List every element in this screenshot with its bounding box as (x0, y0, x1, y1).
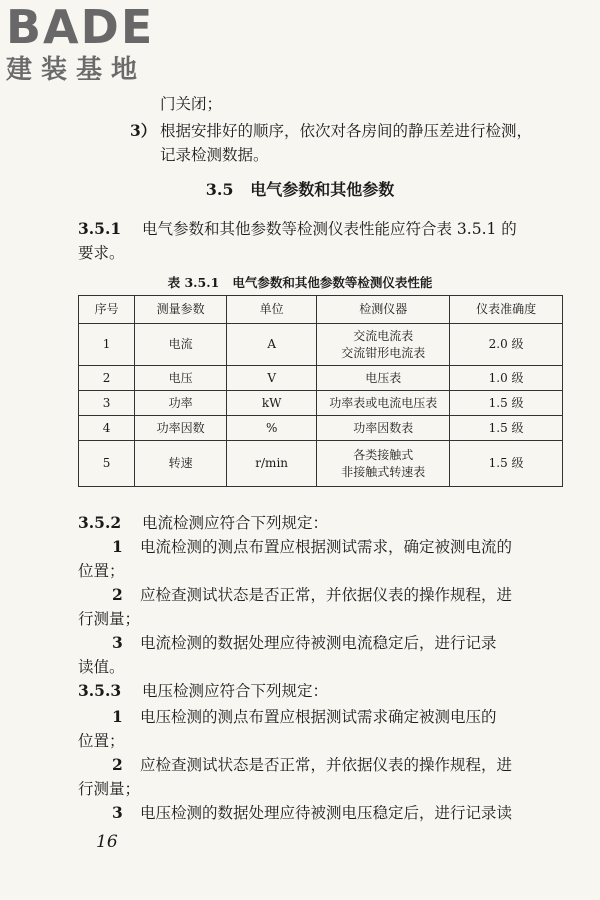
section-title: 电气参数和其他参数 (250, 180, 395, 199)
item-number: 2 (112, 585, 123, 604)
instrument-line: 非接触式转速表 (341, 464, 426, 479)
section-heading (0, 180, 600, 200)
table-caption-title: 电气参数和其他参数等检测仪表性能 (232, 275, 433, 290)
table-caption (0, 274, 600, 292)
clause-title: 电压检测应符合下列规定： (142, 682, 329, 700)
table-caption-number: 表 3.5.1 (167, 275, 220, 290)
clause-number: 3.5.2 (78, 513, 122, 532)
cell-no: 1 (79, 324, 135, 366)
cell-unit: A (227, 324, 317, 366)
cell-instrument: 功率因数表 (317, 416, 450, 441)
cell-no: 3 (79, 391, 135, 416)
cell-accuracy: 1.5 级 (450, 441, 563, 487)
cell-instrument: 功率表或电流电压表 (317, 391, 450, 416)
item-text: 电流检测的测点布置应根据测试需求，确定被测电流的 (140, 538, 513, 556)
table-row (79, 366, 563, 391)
cell-accuracy: 1.0 级 (450, 366, 563, 391)
table-row (79, 324, 563, 366)
clause-number: 3.5.3 (78, 681, 122, 700)
header-instrument: 检测仪器 (317, 296, 450, 324)
cell-accuracy: 1.5 级 (450, 416, 563, 441)
cell-param: 电压 (135, 366, 227, 391)
item-text: 位置； (78, 732, 125, 750)
cell-no: 2 (79, 366, 135, 391)
clause-title: 电流检测应符合下列规定： (142, 514, 329, 532)
item-number: 3 (112, 633, 123, 652)
cell-param: 电流 (135, 324, 227, 366)
table-row (79, 391, 563, 416)
header-param: 测量参数 (135, 296, 227, 324)
cell-param: 转速 (135, 441, 227, 487)
item-number: 3 (112, 803, 123, 822)
item-number: 1 (112, 707, 123, 726)
list-item-marker: 3） (130, 121, 157, 140)
item-text: 电压检测的数据处理应待被测电压稳定后，进行记录读 (140, 804, 513, 822)
cell-param: 功率 (135, 391, 227, 416)
item-text: 电流检测的数据处理应待被测电流稳定后，进行记录 (140, 634, 497, 652)
clause-number: 3.5.1 (78, 219, 122, 238)
item-text: 行测量； (78, 780, 141, 798)
item-text: 读值。 (78, 658, 125, 676)
cell-unit: r/min (227, 441, 317, 487)
list-item-text: 记录检测数据。 (160, 146, 269, 164)
instrument-line: 交流电流表 (353, 328, 414, 343)
list-item-text: 根据安排好的顺序，依次对各房间的静压差进行检测， (160, 122, 533, 140)
continuation-line: 门关闭； (160, 95, 223, 113)
table-row (79, 441, 563, 487)
instrument-line: 各类接触式 (353, 447, 414, 462)
cell-instrument (317, 441, 450, 487)
cell-accuracy: 1.5 级 (450, 391, 563, 416)
instrument-line: 交流钳形电流表 (341, 345, 426, 360)
page-number: 16 (96, 832, 118, 852)
cell-no: 5 (79, 441, 135, 487)
cell-instrument: 电压表 (317, 366, 450, 391)
logo-subtitle: 建装基地 (6, 55, 147, 85)
item-text: 电压检测的测点布置应根据测试需求确定被测电压的 (140, 708, 497, 726)
cell-instrument (317, 324, 450, 366)
cell-no: 4 (79, 416, 135, 441)
cell-param: 功率因数 (135, 416, 227, 441)
header-accuracy: 仪表准确度 (450, 296, 563, 324)
item-text: 行测量； (78, 610, 141, 628)
cell-unit: % (227, 416, 317, 441)
header-unit: 单位 (227, 296, 317, 324)
instrument-performance-table (78, 295, 563, 487)
clause-text: 电气参数和其他参数等检测仪表性能应符合表 3.5.1 的 (142, 220, 517, 238)
item-number: 2 (112, 755, 123, 774)
item-text: 位置； (78, 562, 125, 580)
item-number: 1 (112, 537, 123, 556)
cell-unit: V (227, 366, 317, 391)
item-text: 应检查测试状态是否正常，并依据仪表的操作规程，进 (140, 756, 513, 774)
header-no: 序号 (79, 296, 135, 324)
section-number: 3.5 (205, 180, 234, 199)
table-header-row (79, 296, 563, 324)
item-text: 应检查测试状态是否正常，并依据仪表的操作规程，进 (140, 586, 513, 604)
bade-logo (6, 2, 181, 86)
table-row (79, 416, 563, 441)
cell-unit: kW (227, 391, 317, 416)
clause-text: 要求。 (78, 244, 125, 262)
logo-brand: BADE (6, 0, 155, 54)
cell-accuracy: 2.0 级 (450, 324, 563, 366)
